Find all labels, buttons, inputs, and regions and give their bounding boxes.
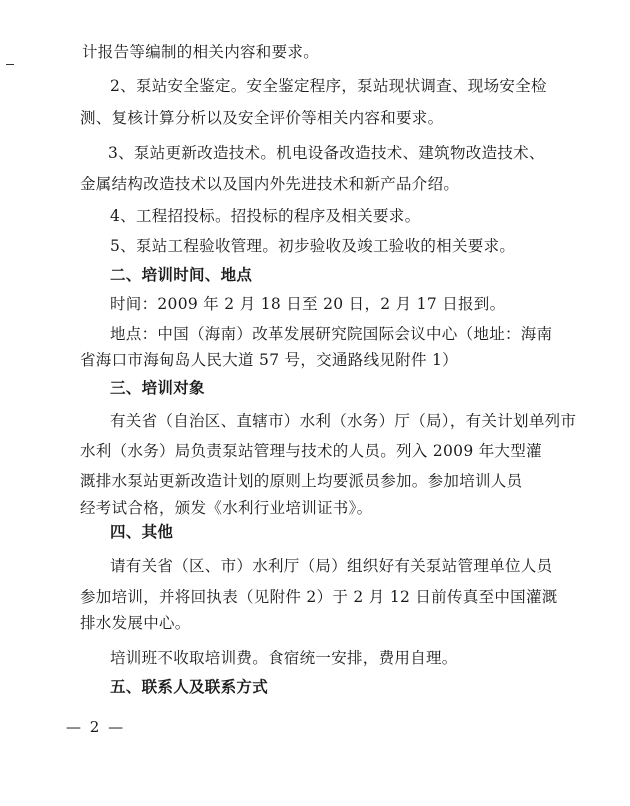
text-line-1: 计报告等编制的相关内容和要求。 <box>82 43 320 61</box>
text-line-15: 溉排水泵站更新改造计划的原则上均要派员参加。参加培训人员 <box>80 472 523 490</box>
text-line-10: 地点：中国（海南）改革发展研究院国际会议中心（地址：海南 <box>110 325 553 343</box>
text-line-21: 培训班不收取培训费。食宿统一安排，费用自理。 <box>110 649 458 667</box>
text-line-13: 有关省（自治区、直辖市）水利（水务）厅（局），有关计划单列市 <box>110 412 577 430</box>
text-line-9: 时间：2009 年 2 月 18 日至 20 日，2 月 17 日报到。 <box>110 295 506 313</box>
text-line-16: 经考试合格，颁发《水利行业培训证书》。 <box>80 499 373 517</box>
text-line-20: 排水发展中心。 <box>80 614 191 632</box>
section-heading-3: 三、培训对象 <box>110 379 205 397</box>
text-line-7: 5、泵站工程验收管理。初步验收及竣工验收的相关要求。 <box>110 237 516 255</box>
text-line-5: 金属结构改造技术以及国内外先进技术和新产品介绍。 <box>80 175 460 193</box>
text-line-11: 省海口市海甸岛人民大道 57 号，交通路线见附件 1） <box>80 351 458 369</box>
text-line-14: 水利（水务）局负责泵站管理与技术的人员。列入 2009 年大型灌 <box>80 442 542 460</box>
page-number: — 2 — <box>66 718 126 736</box>
text-line-6: 4、工程招投标。招投标的程序及相关要求。 <box>110 207 421 225</box>
section-heading-2: 二、培训时间、地点 <box>110 266 253 284</box>
section-heading-5: 五、联系人及联系方式 <box>110 678 269 696</box>
text-line-3: 测、复核计算分析以及安全评价等相关内容和要求。 <box>80 109 444 127</box>
text-line-4: 3、泵站更新改造技术。机电设备改造技术、建筑物改造技术、 <box>108 144 545 162</box>
text-line-19: 参加培训，并将回执表（见附件 2）于 2 月 12 日前传真至中国灌溉 <box>80 588 558 606</box>
text-line-18: 请有关省（区、市）水利厅（局）组织好有关泵站管理单位人员 <box>110 557 553 575</box>
margin-mark <box>6 64 14 65</box>
section-heading-4: 四、其他 <box>110 523 174 541</box>
text-line-2: 2、泵站安全鉴定。安全鉴定程序，泵站现状调查、现场安全检 <box>110 77 547 95</box>
